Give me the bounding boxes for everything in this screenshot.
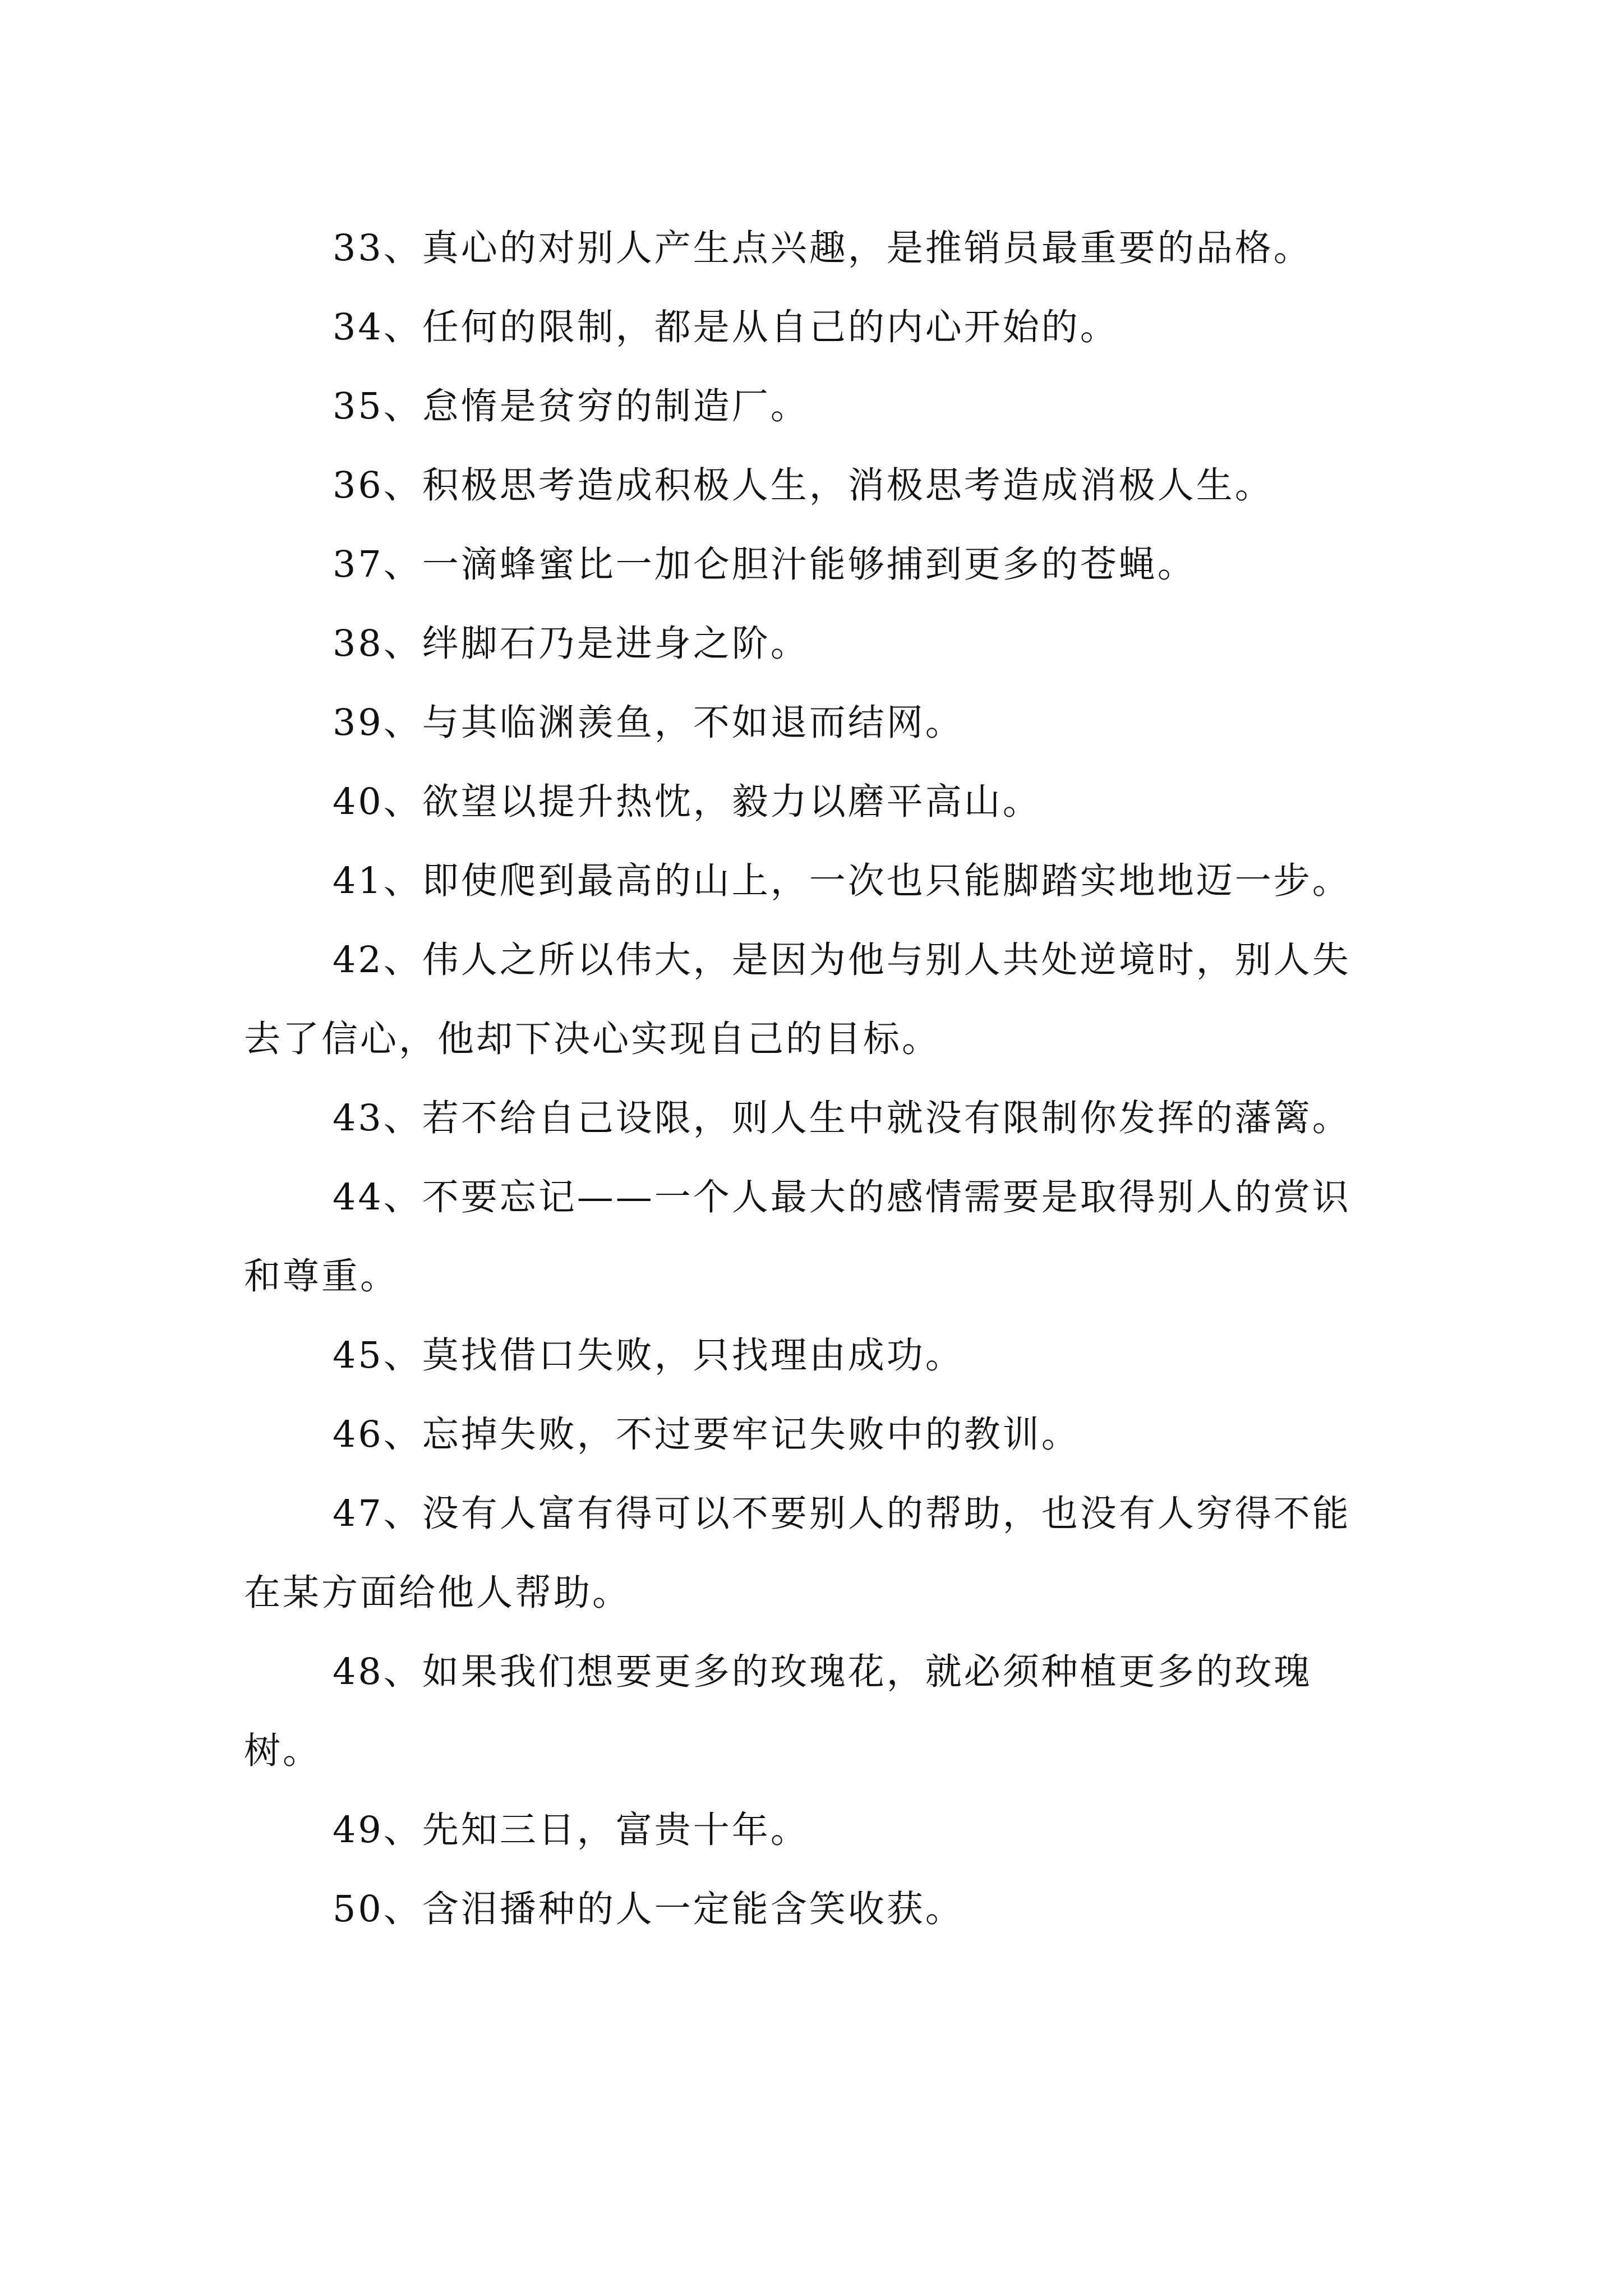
quote-43: 43、若不给自己设限，则人生中就没有限制你发挥的藩篱。	[333, 1097, 1351, 1139]
quote-39: 39、与其临渊羡鱼，不如退而结网。	[333, 702, 964, 744]
quote-40: 40、欲望以提升热忱，毅力以磨平高山。	[333, 781, 1041, 823]
quote-35: 35、怠惰是贫穷的制造厂。	[333, 385, 809, 427]
quote-41: 41、即使爬到最高的山上，一次也只能脚踏实地地迈一步。	[333, 860, 1351, 902]
quote-50: 50、含泪播种的人一定能含笑收获。	[333, 1888, 964, 1930]
quote-49: 49、先知三日，富贵十年。	[333, 1809, 809, 1851]
quote-46: 46、忘掉失败，不过要牢记失败中的教训。	[333, 1414, 1080, 1456]
quote-48: 48、如果我们想要更多的玫瑰花，就必须种植更多的玫瑰树。	[244, 1651, 1312, 1772]
quote-44: 44、不要忘记——一个人最大的感情需要是取得别人的赏识和尊重。	[244, 1176, 1351, 1297]
quote-33: 33、真心的对别人产生点兴趣，是推销员最重要的品格。	[333, 227, 1312, 269]
quote-34: 34、任何的限制，都是从自己的内心开始的。	[333, 306, 1119, 348]
document-body	[244, 209, 1388, 1949]
quote-36: 36、积极思考造成积极人生，消极思考造成消极人生。	[333, 464, 1274, 507]
quote-37: 37、一滴蜂蜜比一加仑胆汁能够捕到更多的苍蝇。	[333, 544, 1196, 586]
quote-45: 45、莫找借口失败，只找理由成功。	[333, 1335, 964, 1377]
quote-42: 42、伟人之所以伟大，是因为他与别人共处逆境时，别人失去了信心，他却下决心实现自己的目标。	[244, 939, 1351, 1060]
quote-38: 38、绊脚石乃是进身之阶。	[333, 623, 809, 665]
quote-47: 47、没有人富有得可以不要别人的帮助，也没有人穷得不能在某方面给他人帮助。	[244, 1493, 1351, 1614]
